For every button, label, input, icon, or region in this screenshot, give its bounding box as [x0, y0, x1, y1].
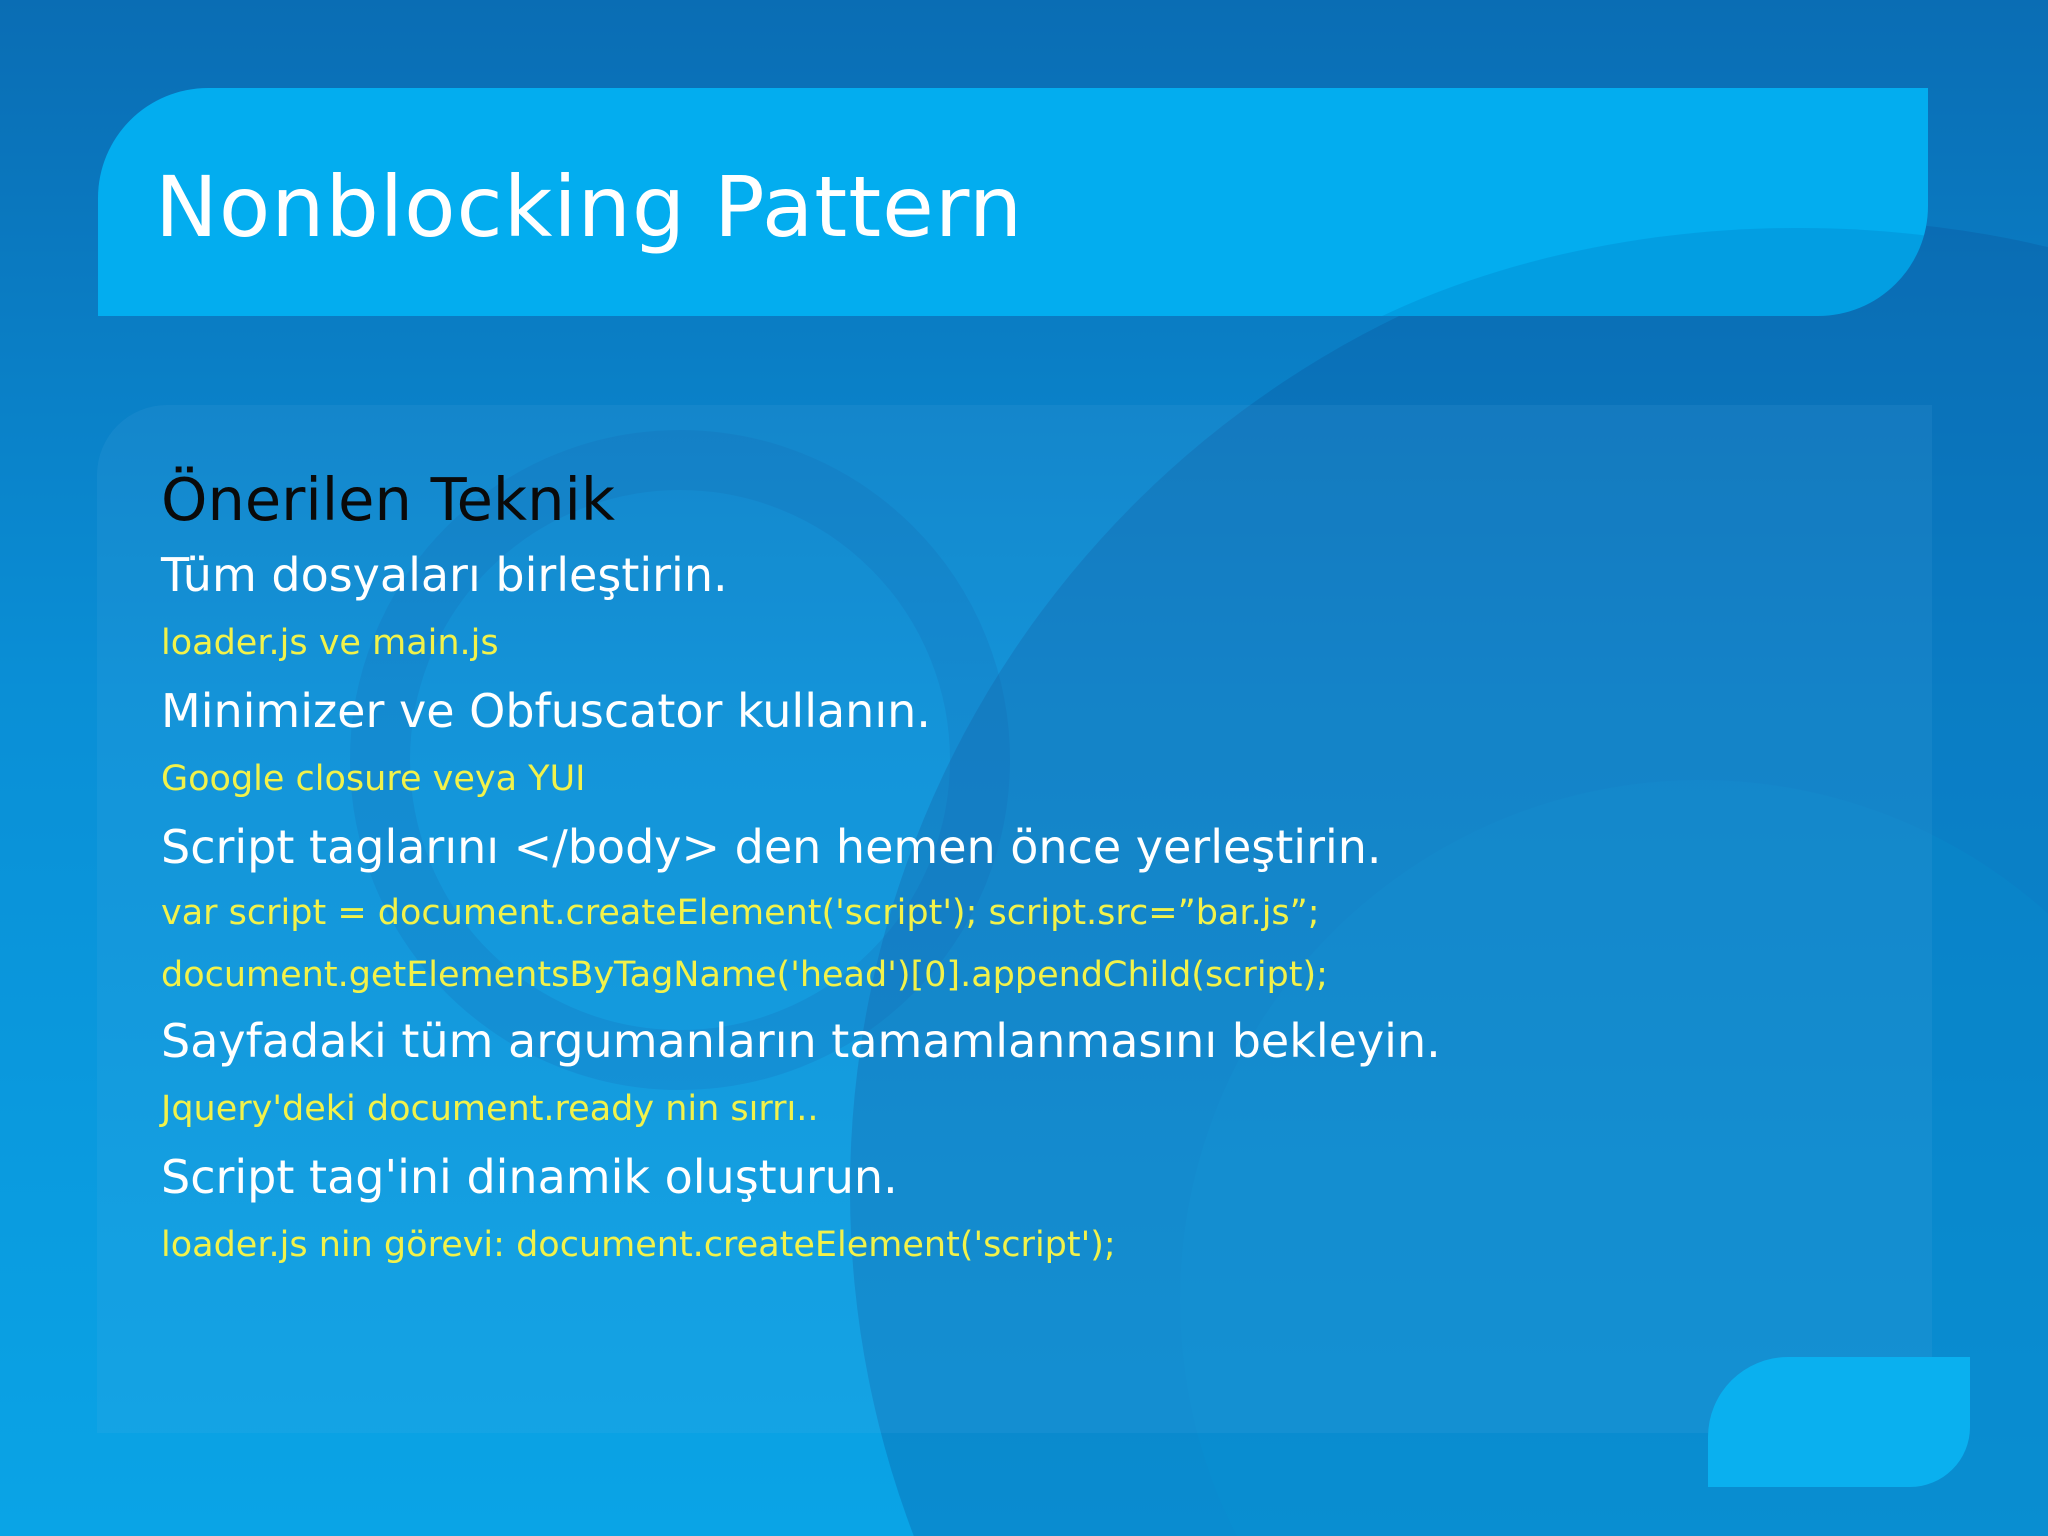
- bullet-item-level2: loader.js ve main.js: [161, 623, 499, 663]
- bullet-list: [161, 540, 1881, 1278]
- bullet-item-level1: Sayfadaki tüm argumanların tamamlanmasını bekleyin.: [161, 1014, 1441, 1068]
- bullet-item-level2: Jquery'deki document.ready nin sırrı..: [161, 1089, 819, 1129]
- slide-title: Nonblocking Pattern: [155, 158, 1024, 256]
- bullet-item-level1: Minimizer ve Obfuscator kullanın.: [161, 684, 931, 738]
- corner-decoration: [1708, 1357, 1970, 1487]
- bullet-item-level2: document.getElementsByTagName('head')[0].appendChild(script);: [161, 955, 1328, 995]
- bullet-item-level1: Script tag'ini dinamik oluşturun.: [161, 1150, 898, 1204]
- bullet-item-level2: Google closure veya YUI: [161, 759, 586, 799]
- bullet-item-level1: Tüm dosyaları birleştirin.: [161, 548, 728, 602]
- bullet-item-level2: loader.js nin görevi: document.createElement('script');: [161, 1225, 1116, 1265]
- section-heading: Önerilen Teknik: [161, 465, 616, 534]
- title-band-shade: [1098, 228, 1928, 316]
- content-area: [161, 460, 1881, 1278]
- bullet-item-level2: var script = document.createElement('script'); script.src=”bar.js”;: [161, 893, 1320, 933]
- bullet-item-level1: Script taglarını </body> den hemen önce yerleştirin.: [161, 820, 1382, 874]
